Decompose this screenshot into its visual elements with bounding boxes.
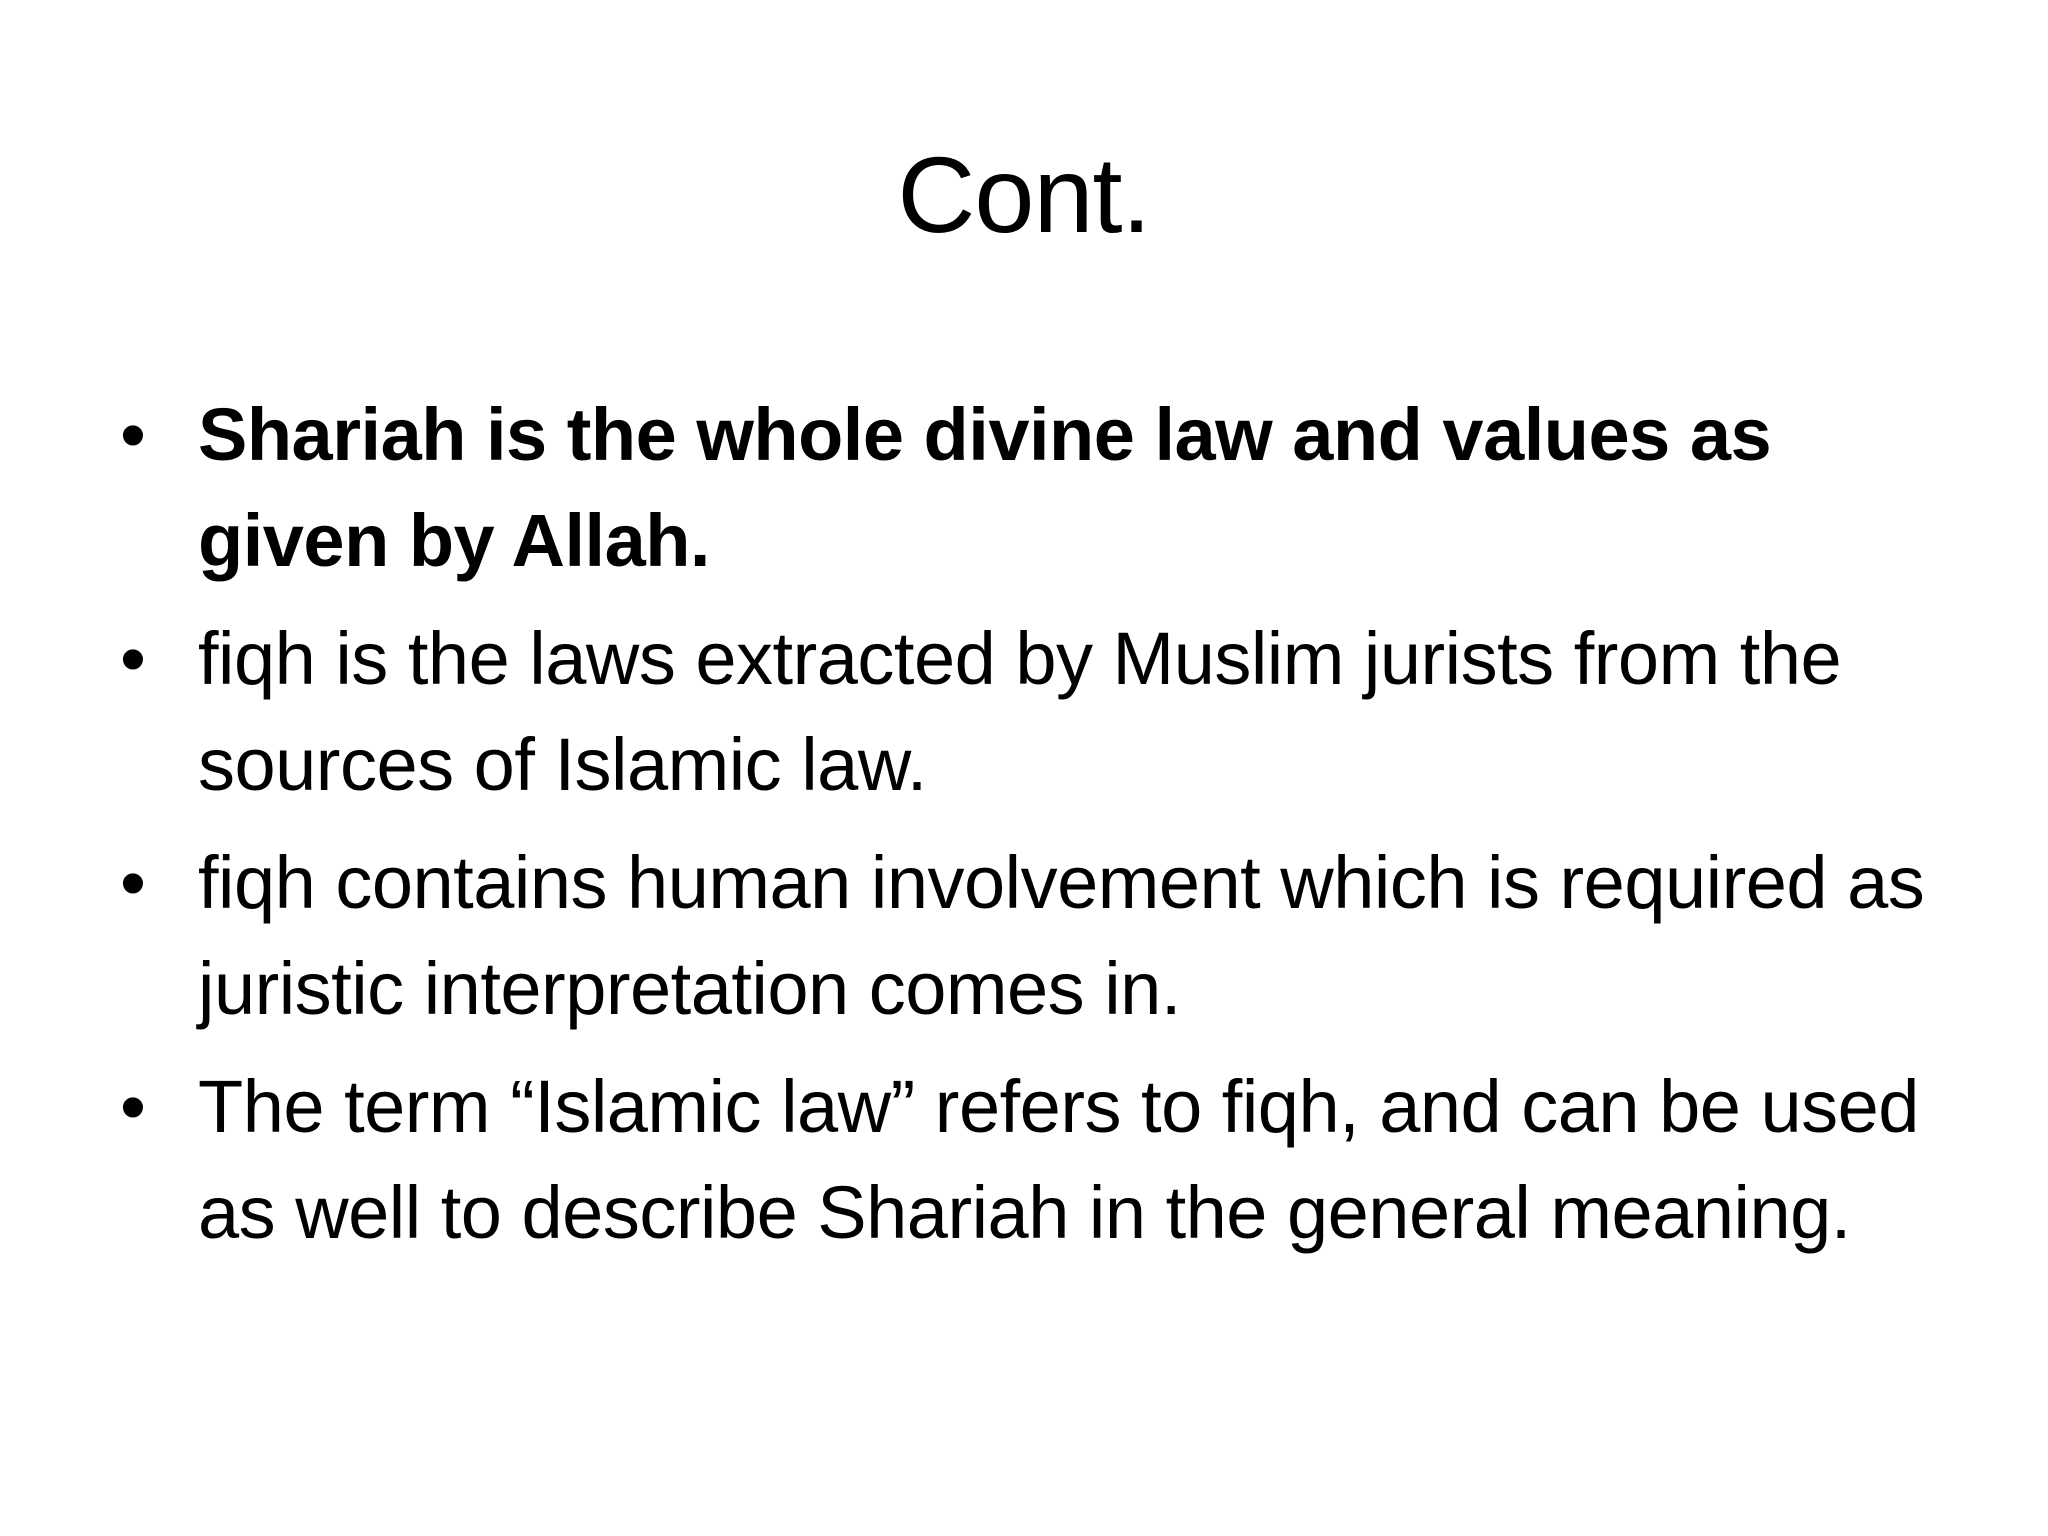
bullet-dot-icon: • bbox=[120, 617, 146, 700]
bullet-dot-icon: • bbox=[120, 393, 146, 476]
bullet-list bbox=[120, 382, 1950, 1278]
bullet-dot-icon: • bbox=[120, 1065, 146, 1148]
bullet-text: fiqh is the laws extracted by Muslim jurists from the sources of Islamic law. bbox=[198, 617, 1842, 806]
bullet-item bbox=[120, 382, 1950, 594]
bullet-item bbox=[120, 1054, 1950, 1266]
bullet-text: Shariah is the whole divine law and values as given by Allah. bbox=[198, 393, 1772, 582]
slide-title: Cont. bbox=[897, 134, 1151, 255]
bullet-item bbox=[120, 606, 1950, 818]
bullet-dot-icon: • bbox=[120, 841, 146, 924]
bullet-text: The term “Islamic law” refers to fiqh, and can be used as well to describe Shariah in the general meaning. bbox=[198, 1065, 1919, 1254]
bullet-text: fiqh contains human involvement which is required as juristic interpretation comes in. bbox=[198, 841, 1925, 1030]
bullet-item bbox=[120, 830, 1950, 1042]
